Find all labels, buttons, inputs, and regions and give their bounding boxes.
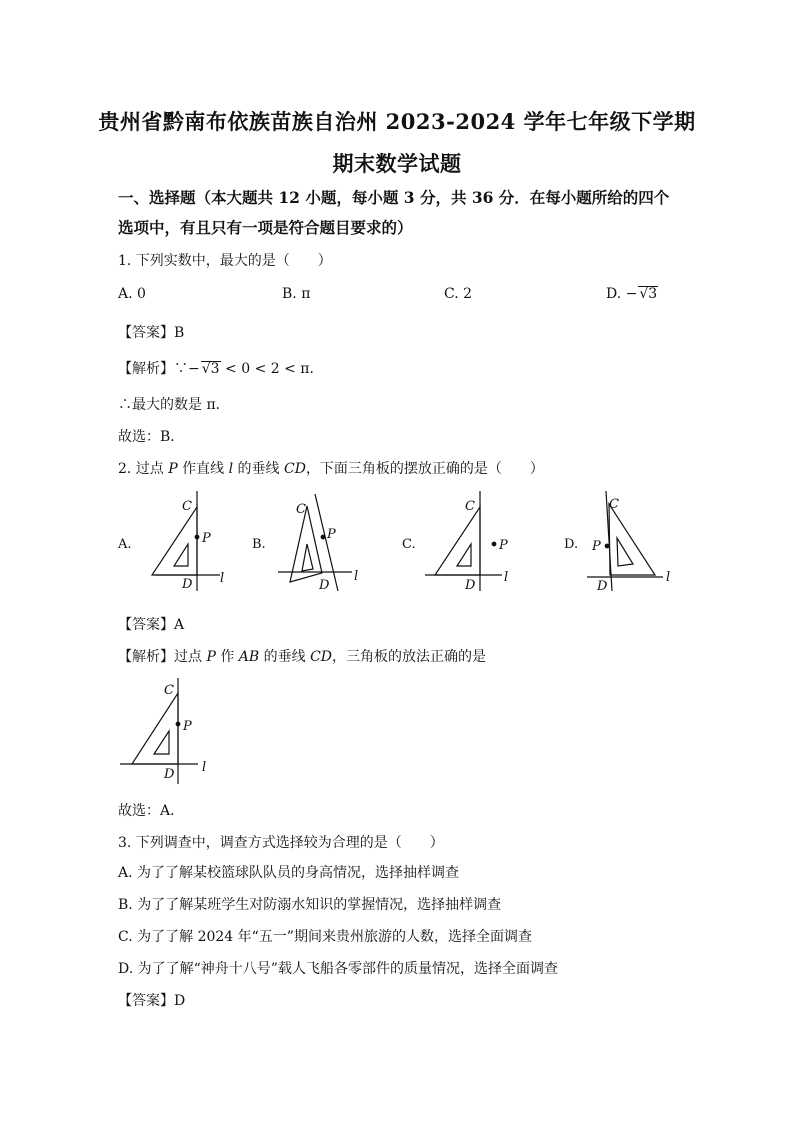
q1-choice: 故选：B． <box>118 429 185 445</box>
analysis-label-p: P <box>183 719 192 734</box>
fig-b-label-d: D <box>319 578 330 593</box>
q2-analysis-part: 作 <box>215 649 239 665</box>
q2-analysis-part: 的垂线 <box>259 649 311 665</box>
q1-analysis-suffix: < 0 < 2 < π． <box>220 361 324 377</box>
q1-option-d-radicand: 3 <box>648 286 658 302</box>
fig-c-label-p: P <box>499 538 508 553</box>
q2-stem-part: 作直线 <box>177 461 229 477</box>
q1-analysis-radicand: 3 <box>210 361 220 377</box>
q1-option-b: B. π <box>282 286 311 302</box>
fig-c-point-p <box>492 542 496 546</box>
q2-figures <box>110 486 690 598</box>
q2-analysis <box>118 646 486 666</box>
q3-stem: 3. 下列调查中，调查方式选择较为合理的是（ ） <box>118 835 444 851</box>
q1-answer: 【答案】B <box>118 325 185 341</box>
fig-a-label-l: l <box>220 571 225 586</box>
analysis-inner-triangle <box>154 731 169 754</box>
fig-b-label-l: l <box>354 569 359 584</box>
fig-c-label-c: C <box>465 499 475 514</box>
q2-analysis-point: P <box>206 649 216 665</box>
analysis-label-l: l <box>202 760 207 775</box>
fig-d-label-p: P <box>592 539 601 554</box>
fig-a-label-c: C <box>182 499 192 514</box>
fig-d-label-c: C <box>609 497 619 512</box>
fig-opt-d-label: D. <box>564 537 579 552</box>
q2-stem-part: ，下面三角板的摆放正确的是（ ） <box>305 461 544 477</box>
fig-b-point-p <box>321 535 325 539</box>
q1-analysis-prefix: 【解析】∵− <box>118 361 200 377</box>
q3-option-b: B. 为了了解某班学生对防溺水知识的掌握情况，选择抽样调查 <box>118 897 502 913</box>
q2-stem-part: 2. 过点 <box>118 461 169 477</box>
section-heading-line2: 选项中，有且只有一项是符合题目要求的） <box>118 218 413 237</box>
q3-option-a: A. 为了了解某校篮球队队员的身高情况，选择抽样调查 <box>118 865 460 881</box>
fig-a-label-d: D <box>182 577 193 592</box>
fig-d-label-l: l <box>666 570 671 585</box>
section-heading-line1: 一、选择题（本大题共 12 小题，每小题 3 分，共 36 分．在每小题所给的四个 <box>118 188 670 207</box>
fig-a-label-p: P <box>202 531 211 546</box>
fig-b-label-p: P <box>327 527 336 542</box>
q3-option-c: C. 为了了解 2024 年“五一”期间来贵州旅游的人数，选择全面调查 <box>118 929 532 945</box>
q1-analysis <box>118 358 324 378</box>
q3-answer: 【答案】D <box>118 993 186 1009</box>
q1-option-c: C. 2 <box>444 286 473 302</box>
fig-opt-a-label: A. <box>118 537 132 552</box>
fig-b-label-c: C <box>296 502 306 517</box>
analysis-label-d: D <box>164 767 175 782</box>
q2-choice: 故选：A． <box>118 803 185 819</box>
q1-option-d-prefix: D. − <box>606 286 638 302</box>
q1-conclusion: ∴最大的数是 π． <box>118 397 230 413</box>
fig-d-point-p <box>605 544 609 548</box>
document-title-line2: 期末数学试题 <box>332 151 462 176</box>
fig-opt-b-label: B. <box>252 537 266 552</box>
q1-option-a: A. 0 <box>118 286 146 302</box>
fig-a-inner-triangle <box>174 544 188 566</box>
q2-analysis-line: AB <box>238 649 260 665</box>
q2-analysis-part: 【解析】过点 <box>118 649 207 665</box>
fig-a-point-p <box>195 535 199 539</box>
q2-analysis-figure <box>114 672 224 788</box>
sqrt-symbol: √3 <box>639 286 658 302</box>
q2-stem-segment: CD <box>283 461 306 477</box>
fig-b-line-cd <box>315 494 338 591</box>
q2-analysis-part: ，三角板的放法正确的是 <box>332 649 487 665</box>
q2-stem-point: P <box>168 461 178 477</box>
fig-d-label-d: D <box>597 579 608 594</box>
q2-analysis-segment: CD <box>310 649 333 665</box>
sqrt-symbol: √3 <box>201 361 220 377</box>
q1-stem: 1. 下列实数中，最大的是（ ） <box>118 253 332 269</box>
analysis-point-p <box>176 722 180 726</box>
document-title-line1: 贵州省黔南布依族苗族自治州 2023-2024 学年七年级下学期 <box>98 109 696 134</box>
fig-c-inner-triangle <box>457 544 471 566</box>
fig-b-inner-triangle <box>302 544 313 571</box>
q2-answer: 【答案】A <box>118 617 185 633</box>
q2-stem <box>118 458 544 478</box>
q2-stem-line: l <box>228 461 234 477</box>
fig-c-label-l: l <box>504 570 509 585</box>
fig-d-inner-triangle <box>617 538 633 566</box>
fig-c-label-d: D <box>465 578 476 593</box>
q1-option-d <box>606 286 658 302</box>
fig-opt-c-label: C. <box>402 537 416 552</box>
analysis-label-c: C <box>164 683 174 698</box>
q2-stem-part: 的垂线 <box>233 461 284 477</box>
q3-option-d: D. 为了了解“神舟十八号”载人飞船各零部件的质量情况，选择全面调查 <box>118 961 558 977</box>
